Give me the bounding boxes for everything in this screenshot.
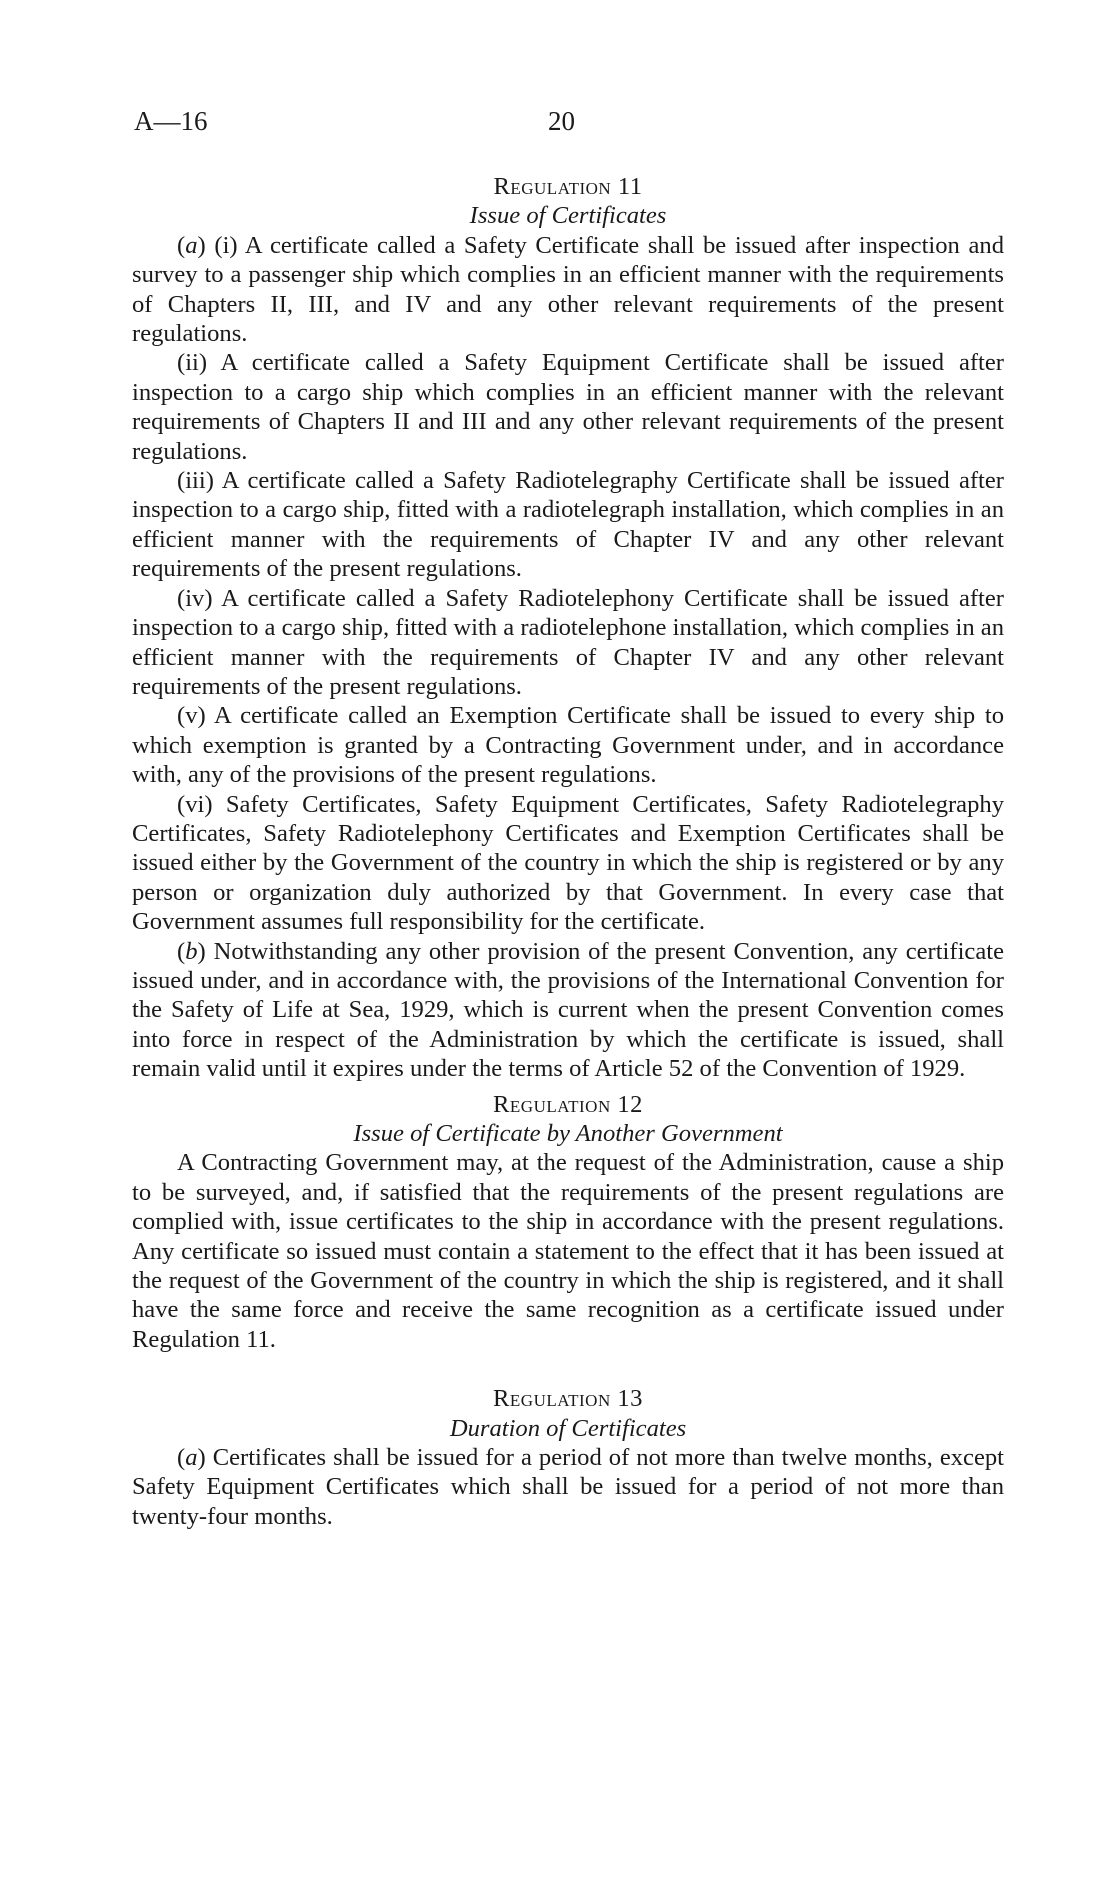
regulation-11-b: (b) Notwithstanding any other provision of the present Convention, any certificate issued under, and in accordance with, the provisions of the International Convention for the Safety of Life at Sea, 1929, which is current when the present Convention comes into force in respect of the Administration by which the certificate is issued, shall remain valid until it expires under the terms of Article 52 of the Convention of 1929.	[132, 937, 1004, 1083]
regulation-11	[132, 172, 1004, 1084]
regulation-11-a-v: (v) A certificate called an Exemption Certificate shall be issued to every ship to which exemption is granted by a Contracting Government under, and in accordance with, any of the provisions of the present regulations.	[132, 702, 1004, 789]
regulation-12	[132, 1090, 1004, 1355]
regulation-11-a-iv: (iv) A certificate called a Safety Radiotelephony Certificate shall be issued after inspection to a cargo ship, fitted with a radiotelephone installation, which complies in an efficient manner with the requirements of Chapter IV and any other relevant requirements of the present regulations.	[132, 584, 1004, 700]
regulation-13-title: Regulation 13	[493, 1385, 643, 1413]
paragraph-text: (i) A certificate called a Safety Certificate shall be issued after inspection and survey to a passenger ship which complies in an efficient manner with the requirements of Chapters II, III, and IV and any other relevant requirements of the present regulations.	[132, 231, 1005, 348]
section-spacer	[132, 1354, 1004, 1384]
regulation-12-title: Regulation 12	[493, 1090, 643, 1118]
regulation-12-text: A Contracting Government may, at the request of the Administration, cause a ship to be surveyed, and, if satisfied that the requirements of the present regulations are complied with, issue certificates to the ship in accordance with the present regulations. Any certificate so issued must contain a statement to the effect that it has been issued at the request of the Government of the country in which the ship is registered, and it shall have the same force and receive the same recognition as a certificate issued under Regulation 11.	[132, 1149, 1004, 1353]
regulation-11-a-i: (a) (i) A certificate called a Safety Certificate shall be issued after inspection and survey to a passenger ship which complies in an efficient manner with the requirements of Chapters II, III, and IV and any other relevant requirements of the present regulations.	[132, 231, 1005, 348]
page-body	[132, 172, 1004, 1531]
regulation-11-subtitle: Issue of Certificates	[469, 202, 667, 230]
page-number: 20	[548, 106, 575, 136]
paragraph-label: a	[185, 1444, 198, 1472]
regulation-13	[132, 1384, 1004, 1531]
paragraph-text: Certificates shall be issued for a period of not more than twelve months, except Safety Equipment Certificates which shall be issued for a period of not more than twenty-four months.	[132, 1444, 1004, 1530]
paragraph-label: a	[185, 231, 198, 259]
page-header	[134, 106, 1004, 146]
regulation-11-a-iii: (iii) A certificate called a Safety Radiotelegraphy Certificate shall be issued after inspection to a cargo ship, fitted with a radiotelegraph installation, which complies in an efficient manner with the requirements of Chapter IV and any other relevant requirements of the present regulations.	[132, 467, 1004, 583]
document-reference: A—16	[134, 106, 208, 136]
regulation-11-a-vi: (vi) Safety Certificates, Safety Equipment Certificates, Safety Radiotelegraphy Certificates, Safety Radiotelephony Certificates and Exemption Certificates shall be issued either by the Government of the country in which the ship is registered or by any person or organization duly authorized by that Government. In every case that Government assumes full responsibility for the certificate.	[132, 790, 1004, 936]
regulation-13-subtitle: Duration of Certificates	[449, 1414, 687, 1442]
regulation-11-a-ii: (ii) A certificate called a Safety Equipment Certificate shall be issued after inspection to a cargo ship which complies in an efficient manner with the relevant requirements of Chapters II and III and any other relevant requirements of the present regulations.	[132, 349, 1004, 465]
regulation-13-a: (a) Certificates shall be issued for a period of not more than twelve months, except Safety Equipment Certificates which shall be issued for a period of not more than twenty-four months.	[132, 1444, 1004, 1530]
regulation-11-title: Regulation 11	[493, 173, 643, 200]
paragraph-text: Notwithstanding any other provision of the present Convention, any certificate issued under, and in accordance with, the provisions of the International Convention for the Safety of Life at Sea, 1929, which is current when the present Convention comes into force in respect of the Administration by which the certificate is issued, shall remain valid until it expires under the terms of Article 52 of the Convention of 1929.	[132, 937, 1004, 1083]
paragraph-label: b	[185, 937, 198, 965]
regulation-12-subtitle: Issue of Certificate by Another Government	[353, 1120, 783, 1147]
